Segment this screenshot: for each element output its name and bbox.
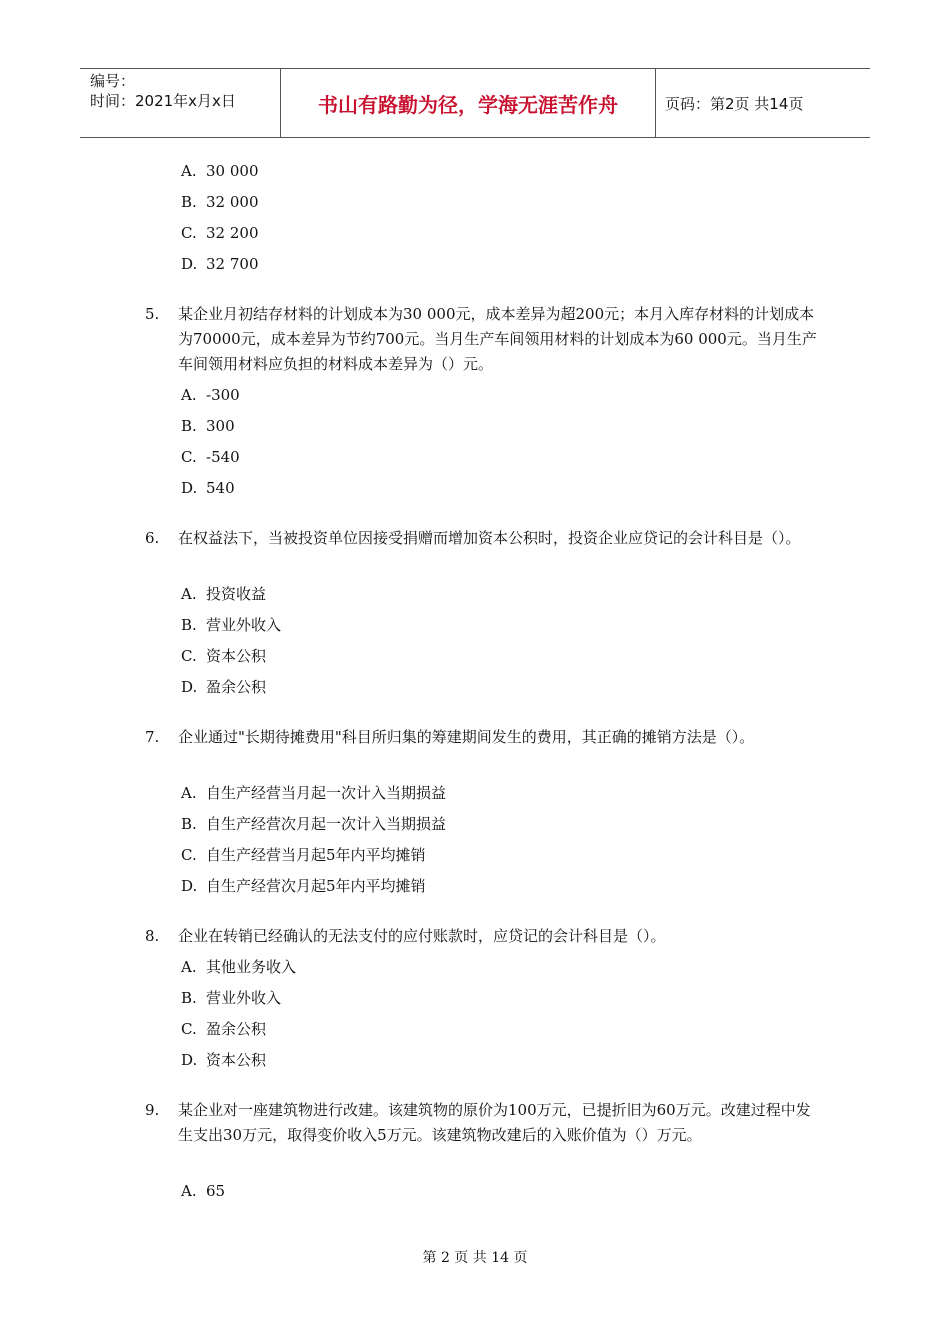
header-motto-cell xyxy=(280,69,656,137)
page-header xyxy=(80,68,870,138)
option-item: A. -300 xyxy=(181,386,240,404)
option-item: B. 营业外收入 xyxy=(181,989,282,1007)
page-footer: 第 2 页 共 14 页 xyxy=(422,1250,528,1266)
question-text: 企业在转销已经确认的无法支付的应付账款时，应贷记的会计科目是（）。 xyxy=(178,927,666,945)
option-item: D. 自生产经营次月起5年内平均摊销 xyxy=(181,877,426,895)
serial-label: 编号： xyxy=(90,72,136,90)
option-item: A. 30 000 xyxy=(181,162,259,180)
option-item: A. 投资收益 xyxy=(181,585,267,603)
question-number: 5. xyxy=(145,305,160,323)
option-item: B. 32 000 xyxy=(181,193,259,211)
question-8 xyxy=(145,924,825,949)
question-text: 某企业对一座建筑物进行改建。该建筑物的原价为100万元，已提折旧为60万元。改建过程中发生支出30万元，取得变价收入5万元。该建筑物改建后的入账价值为（）万元。 xyxy=(178,1101,811,1144)
option-item: C. 盈余公积 xyxy=(181,1020,267,1038)
option-item: B. 自生产经营次月起一次计入当期损益 xyxy=(181,815,447,833)
option-item: D. 盈余公积 xyxy=(181,678,267,696)
page-info: 页码：第2页 共14页 xyxy=(665,94,804,113)
motto: 书山有路勤为径，学海无涯苦作舟 xyxy=(318,92,618,117)
question-9 xyxy=(145,1098,825,1148)
option-item: B. 营业外收入 xyxy=(181,616,282,634)
time-label: 时间：2021年x月x日 xyxy=(90,92,236,110)
option-item: A. 其他业务收入 xyxy=(181,958,297,976)
question-number: 6. xyxy=(145,529,160,547)
question-6 xyxy=(145,526,825,551)
option-item: B. 300 xyxy=(181,417,235,435)
question-number: 8. xyxy=(145,927,160,945)
question-7 xyxy=(145,725,825,750)
option-item: C. -540 xyxy=(181,448,240,466)
option-item: A. 自生产经营当月起一次计入当期损益 xyxy=(181,784,447,802)
option-item: D. 32 700 xyxy=(181,255,259,273)
option-item: C. 32 200 xyxy=(181,224,259,242)
question-number: 9. xyxy=(145,1101,160,1119)
option-item: C. 资本公积 xyxy=(181,647,267,665)
option-item: A. 65 xyxy=(181,1182,226,1200)
option-item: C. 自生产经营当月起5年内平均摊销 xyxy=(181,846,426,864)
option-item: D. 540 xyxy=(181,479,235,497)
question-5 xyxy=(145,302,825,377)
question-text: 企业通过"长期待摊费用"科目所归集的筹建期间发生的费用，其正确的摊销方法是（）。 xyxy=(178,728,755,746)
question-text: 某企业月初结存材料的计划成本为30 000元，成本差异为超200元；本月入库存材料的计划成本为70000元，成本差异为节约700元。当月生产车间领用材料的计划成本为60 000元。当月生产车间领用材料应负担的材料成本差异为（）元。 xyxy=(178,305,817,373)
question-text: 在权益法下，当被投资单位因接受捐赠而增加资本公积时，投资企业应贷记的会计科目是（）。 xyxy=(178,529,801,547)
option-item: D. 资本公积 xyxy=(181,1051,267,1069)
header-page-cell xyxy=(655,69,870,137)
question-number: 7. xyxy=(145,728,160,746)
header-meta xyxy=(80,69,280,137)
